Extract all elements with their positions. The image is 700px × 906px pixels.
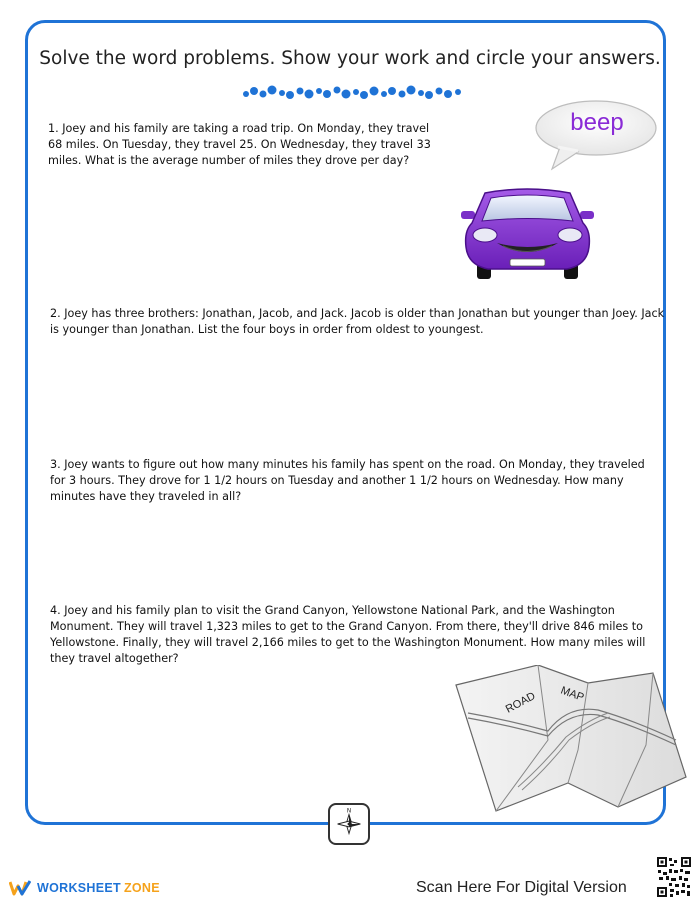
compass-north-label: N [346, 808, 352, 815]
brand-part2: ZONE [123, 881, 160, 895]
brand-part1: WORKSHEET [37, 881, 121, 895]
w-logo-icon [9, 880, 31, 896]
page-title: Solve the word problems. Show your work and circle your answers. [39, 48, 661, 69]
question-3: 3. Joey wants to figure out how many minutes his family has spent on the road. On Monday, they traveled for 3 hours. They drove for 1 1/2 hours on Tuesday and another 1 1/2 hours on Wednesday. How many minutes have they traveled in all? [50, 458, 645, 503]
question-2: 2. Joey has three brothers: Jonathan, Jacob, and Jack. Jacob is older than Jonathan but younger than Joey. Jack is younger than Jonathan. List the four boys in order from oldest to youngest. [50, 307, 665, 336]
scan-text: Scan Here For Digital Version [416, 879, 627, 896]
qr-code-icon[interactable] [656, 856, 692, 898]
compass-icon [328, 803, 370, 845]
map-word-road: ROAD [503, 690, 538, 716]
road-map-icon [448, 665, 688, 815]
map-word-map: MAP [558, 684, 586, 704]
decorative-dots-divider [240, 82, 465, 102]
bubble-text: beep [570, 109, 624, 136]
question-4: 4. Joey and his family plan to visit the Grand Canyon, Yellowstone National Park, and the Washington Monument. They will travel 1,323 miles to get to the Grand Canyon. From there, they'll drive 846 miles to Yellowstone. Finally, they will travel 2,166 miles to get to the Washington Monument. How many miles will they travel altogether? [50, 604, 646, 665]
purple-car-icon [455, 185, 600, 285]
question-1: 1. Joey and his family are taking a road trip. On Monday, they travel 68 miles. On Tuesday, they travel 25. On Wednesday, they travel 33 miles. What is the average number of miles they drove per day? [48, 122, 431, 167]
worksheetzone-logo[interactable] [9, 878, 160, 898]
